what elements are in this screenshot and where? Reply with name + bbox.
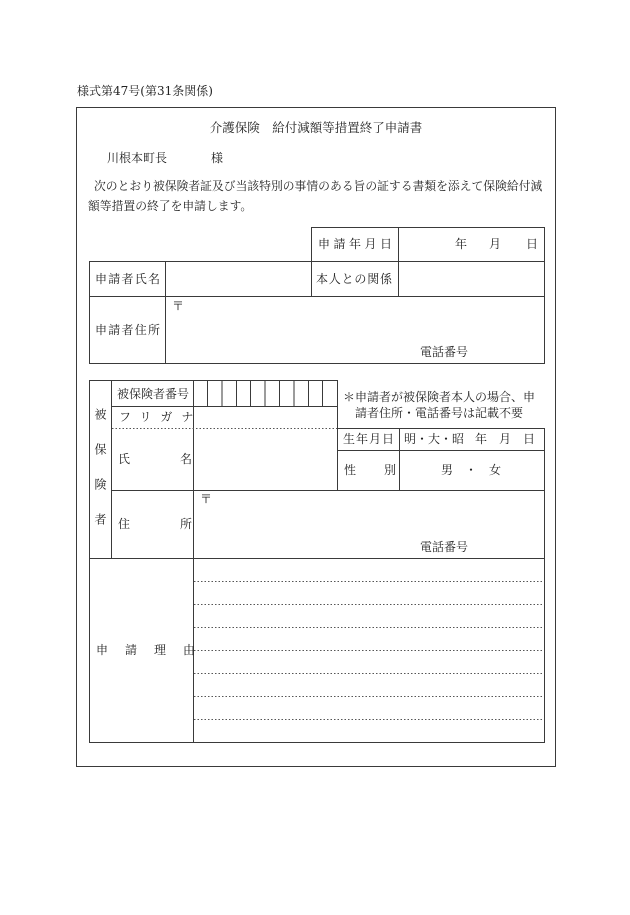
birth-month-unit: 月	[499, 432, 512, 446]
birth-year-unit: 年	[475, 432, 488, 446]
form-title: 介護保険 給付減額等措置終了申請書	[209, 120, 423, 135]
form-number: 様式第47号(第31条関係)	[77, 84, 213, 98]
insured-phone-label: 電話番号	[420, 540, 469, 554]
application-date-month-unit: 月	[489, 237, 502, 251]
applicant-address-label: 申請者住所	[95, 323, 162, 337]
applicant-name-label: 申請者氏名	[95, 272, 162, 286]
application-date-label: 申請年月日	[318, 237, 396, 251]
insured-postal-mark: 〒	[200, 492, 213, 506]
application-reason-label: 申請理由	[96, 643, 213, 657]
application-date-day-unit: 日	[526, 237, 539, 251]
birth-era-options: 明・大・昭	[404, 432, 465, 446]
applicant-postal-mark: 〒	[172, 299, 185, 313]
addressee-honorific: 様	[211, 151, 224, 165]
applicant-phone-label: 電話番号	[420, 345, 469, 359]
insured-address-label: 住所	[118, 517, 243, 531]
furigana-label: フリガナ	[119, 410, 203, 424]
insured-section-label: 被保険者	[93, 408, 107, 548]
insured-name-label: 氏名	[118, 452, 243, 466]
birth-date-label: 生年月日	[343, 432, 396, 446]
applicant-note: ＊申請者が被保険者本人の場合、申請者住所・電話番号は記載不要	[343, 390, 536, 420]
application-date-year-unit: 年	[455, 237, 468, 251]
relation-label: 本人との関係	[316, 272, 393, 286]
insured-number-label: 被保険者番号	[117, 387, 190, 401]
birth-day-unit: 日	[523, 432, 536, 446]
addressee-name: 川根本町長	[107, 151, 168, 165]
intro-paragraph: 次のとおり被保険者証及び当該特別の事情のある旨の証する書類を添えて保険給付減額等措置の終了を申請します。	[88, 179, 543, 213]
sex-options: 男 ・ 女	[441, 463, 502, 477]
sex-label: 性別	[344, 463, 425, 477]
